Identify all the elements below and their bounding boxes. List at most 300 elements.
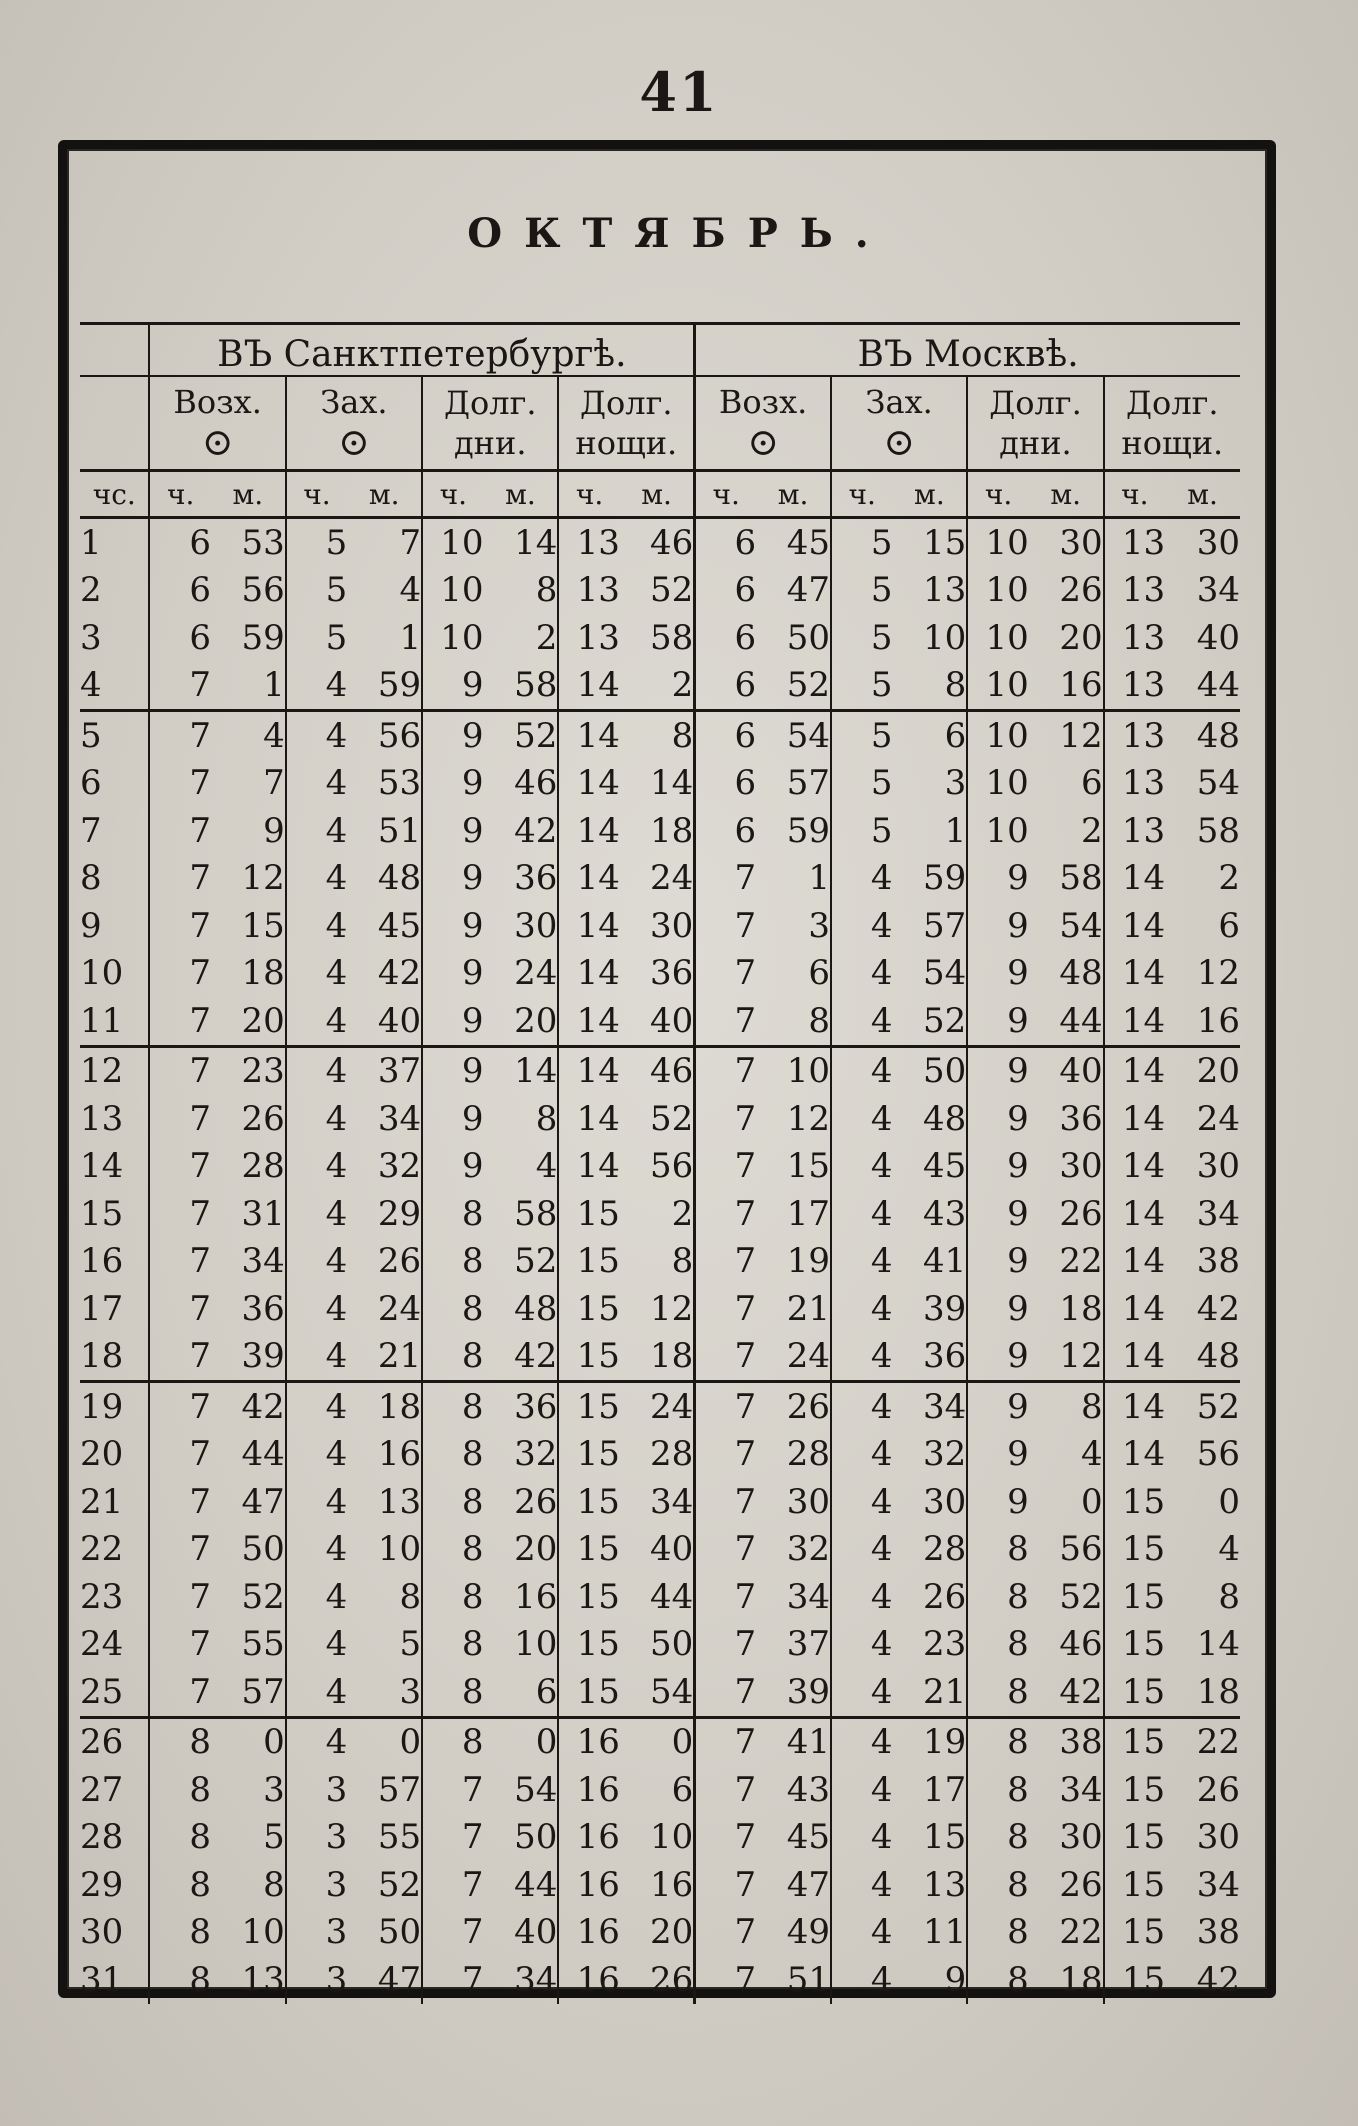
col-rise-label: Возх. [718, 383, 808, 421]
msk-rise-hours: 7 [695, 997, 756, 1046]
table-row [80, 1143, 1240, 1191]
day-number: 9 [80, 905, 102, 946]
spb-nightlen-minutes: 46 [649, 522, 694, 563]
msk-set-hours: 4 [831, 1717, 892, 1766]
spb-set-minutes: 40 [377, 1000, 422, 1041]
msk-nightlen-minutes: 26 [1196, 1769, 1240, 1810]
msk-nightlen-hours: 15 [1104, 1668, 1165, 1717]
unit-m: м. [620, 471, 695, 518]
day-number: 15 [80, 1193, 124, 1234]
msk-nightlen-hours: 15 [1104, 1717, 1165, 1766]
table-row [80, 950, 1240, 998]
msk-set-hours: 4 [831, 1766, 892, 1814]
spb-rise-minutes: 53 [241, 522, 285, 563]
spb-set-hours: 3 [286, 1766, 347, 1814]
msk-nightlen-minutes: 18 [1196, 1671, 1240, 1712]
msk-nightlen-hours: 14 [1104, 1143, 1165, 1191]
spb-daylen-hours: 9 [422, 662, 483, 711]
msk-set-hours: 4 [831, 1143, 892, 1191]
spb-rise-hours: 8 [149, 1956, 210, 2004]
msk-daylen-hours: 10 [967, 807, 1028, 855]
msk-set-minutes: 48 [923, 1098, 967, 1139]
msk-daylen-minutes: 38 [1029, 1717, 1104, 1766]
spb-nightlen-hours: 16 [558, 1861, 619, 1909]
msk-nightlen-hours: 14 [1104, 1431, 1165, 1479]
spb-nightlen-hours: 13 [558, 518, 619, 567]
spb-nightlen-hours: 14 [558, 1143, 619, 1191]
sun-table [80, 322, 1240, 2004]
city-header-msk: ВЪ Москвѣ. [695, 324, 1240, 377]
spb-set-minutes: 42 [377, 953, 422, 994]
spb-set-minutes: 8 [399, 1576, 422, 1617]
spb-daylen-minutes: 50 [514, 1817, 558, 1858]
spb-daylen-minutes: 24 [514, 953, 558, 994]
spb-set-hours: 4 [286, 902, 347, 950]
msk-nightlen-hours: 14 [1104, 1095, 1165, 1143]
spb-nightlen-minutes: 34 [649, 1481, 694, 1522]
spb-daylen-minutes: 6 [535, 1671, 558, 1712]
spb-daylen-minutes: 34 [514, 1959, 558, 2000]
msk-set-hours: 5 [831, 518, 892, 567]
spb-set-minutes: 10 [377, 1529, 422, 1570]
spb-set-hours: 4 [286, 1095, 347, 1143]
msk-nightlen-minutes: 34 [1196, 570, 1240, 611]
msk-rise-minutes: 32 [786, 1529, 831, 1570]
msk-set-hours: 4 [831, 1814, 892, 1862]
col-daylen-msk [967, 376, 1103, 471]
msk-set-hours: 5 [831, 614, 892, 662]
spb-nightlen-minutes: 40 [649, 1529, 694, 1570]
msk-daylen-minutes: 18 [1059, 1959, 1103, 2000]
msk-nightlen-minutes: 48 [1165, 711, 1240, 760]
spb-daylen-hours: 9 [422, 760, 483, 808]
spb-rise-hours: 7 [149, 1573, 210, 1621]
msk-set-minutes: 13 [923, 570, 967, 611]
msk-nightlen-minutes: 4 [1218, 1529, 1240, 1570]
spb-rise-minutes: 31 [241, 1193, 285, 1234]
spb-rise-minutes: 39 [241, 1336, 285, 1377]
spb-rise-minutes: 56 [241, 570, 285, 611]
spb-daylen-hours: 8 [422, 1285, 483, 1333]
msk-daylen-hours: 9 [967, 950, 1028, 998]
spb-daylen-minutes: 36 [514, 858, 558, 899]
msk-nightlen-minutes: 52 [1165, 1382, 1240, 1431]
msk-nightlen-hours: 15 [1104, 1956, 1165, 2004]
table-row [80, 662, 1240, 711]
msk-nightlen-minutes: 56 [1196, 1434, 1240, 1475]
msk-set-minutes: 30 [923, 1481, 967, 1522]
spb-set-minutes: 16 [377, 1434, 422, 1475]
day-number: 27 [80, 1769, 124, 1810]
msk-set-minutes: 15 [923, 522, 967, 563]
spb-set-minutes: 32 [377, 1146, 422, 1187]
spb-nightlen-minutes: 36 [649, 953, 694, 994]
day-number: 30 [80, 1912, 124, 1953]
spb-nightlen-minutes: 58 [649, 617, 694, 658]
msk-nightlen-minutes: 38 [1196, 1912, 1240, 1953]
msk-set-minutes: 15 [923, 1817, 967, 1858]
msk-set-minutes: 19 [892, 1717, 967, 1766]
msk-set-hours: 4 [831, 1621, 892, 1669]
msk-rise-hours: 7 [695, 1285, 756, 1333]
spb-rise-hours: 8 [149, 1814, 210, 1862]
msk-daylen-hours: 10 [967, 518, 1028, 567]
spb-rise-hours: 8 [149, 1766, 210, 1814]
msk-nightlen-minutes: 20 [1165, 1046, 1240, 1095]
spb-rise-minutes: 13 [241, 1959, 285, 2000]
spb-nightlen-minutes: 28 [649, 1434, 694, 1475]
msk-rise-hours: 7 [695, 1382, 756, 1431]
spb-set-minutes: 3 [399, 1671, 422, 1712]
col-rise-spb [149, 376, 285, 471]
table-row [80, 1814, 1240, 1862]
msk-daylen-hours: 8 [967, 1526, 1028, 1574]
spb-daylen-minutes: 48 [514, 1288, 558, 1329]
spb-rise-minutes: 10 [241, 1912, 285, 1953]
msk-daylen-minutes: 16 [1059, 665, 1103, 706]
spb-nightlen-minutes: 2 [671, 665, 694, 706]
msk-daylen-hours: 10 [967, 711, 1028, 760]
spb-daylen-hours: 9 [422, 1046, 483, 1095]
spb-nightlen-minutes: 24 [620, 1382, 695, 1431]
msk-set-hours: 4 [831, 1956, 892, 2004]
col-set-label: Зах. [865, 383, 933, 421]
spb-nightlen-hours: 15 [558, 1478, 619, 1526]
spb-nightlen-minutes: 10 [649, 1817, 694, 1858]
msk-daylen-hours: 8 [967, 1621, 1028, 1669]
msk-daylen-minutes: 20 [1059, 617, 1103, 658]
msk-rise-hours: 7 [695, 1431, 756, 1479]
spb-set-hours: 4 [286, 1717, 347, 1766]
msk-nightlen-minutes: 48 [1196, 1336, 1240, 1377]
msk-rise-hours: 6 [695, 760, 756, 808]
spb-rise-hours: 7 [149, 1621, 210, 1669]
spb-rise-hours: 7 [149, 1046, 210, 1095]
msk-nightlen-minutes: 30 [1196, 522, 1240, 563]
msk-daylen-minutes: 30 [1059, 522, 1103, 563]
msk-rise-hours: 7 [695, 950, 756, 998]
day-number: 8 [80, 858, 102, 899]
msk-nightlen-hours: 14 [1104, 950, 1165, 998]
day-number: 4 [80, 665, 102, 706]
msk-set-minutes: 3 [944, 763, 967, 804]
msk-rise-hours: 7 [695, 1143, 756, 1191]
spb-set-hours: 3 [286, 1861, 347, 1909]
msk-set-minutes: 43 [923, 1193, 967, 1234]
msk-set-hours: 4 [831, 1861, 892, 1909]
msk-daylen-minutes: 2 [1080, 810, 1103, 851]
msk-rise-minutes: 52 [786, 665, 831, 706]
day-number: 26 [80, 1717, 149, 1766]
table-row [80, 1285, 1240, 1333]
msk-daylen-hours: 8 [967, 1814, 1028, 1862]
msk-nightlen-hours: 15 [1104, 1573, 1165, 1621]
msk-nightlen-hours: 15 [1104, 1766, 1165, 1814]
spb-rise-minutes: 9 [263, 810, 285, 851]
msk-daylen-minutes: 30 [1059, 1817, 1103, 1858]
spb-rise-hours: 7 [149, 1526, 210, 1574]
msk-set-hours: 4 [831, 1526, 892, 1574]
msk-daylen-minutes: 12 [1029, 711, 1104, 760]
msk-daylen-minutes: 46 [1059, 1624, 1103, 1665]
spb-nightlen-hours: 14 [558, 760, 619, 808]
msk-rise-hours: 6 [695, 567, 756, 615]
spb-daylen-minutes: 14 [484, 1046, 559, 1095]
spb-daylen-minutes: 42 [514, 1336, 558, 1377]
spb-set-hours: 4 [286, 662, 347, 711]
spb-daylen-hours: 10 [422, 614, 483, 662]
spb-set-hours: 5 [286, 567, 347, 615]
msk-daylen-minutes: 58 [1059, 858, 1103, 899]
msk-set-minutes: 11 [923, 1912, 967, 1953]
spb-rise-hours: 7 [149, 997, 210, 1046]
spb-nightlen-minutes: 2 [671, 1193, 694, 1234]
table-row [80, 1909, 1240, 1957]
msk-nightlen-minutes: 40 [1196, 617, 1240, 658]
spb-set-minutes: 0 [347, 1717, 422, 1766]
spb-daylen-minutes: 44 [514, 1864, 558, 1905]
col-set-msk [831, 376, 967, 471]
msk-nightlen-hours: 15 [1104, 1621, 1165, 1669]
msk-rise-minutes: 39 [786, 1671, 831, 1712]
sun-icon: ⊙ [338, 420, 370, 464]
unit-m: м. [1165, 471, 1240, 518]
table-row [80, 1668, 1240, 1717]
spb-rise-minutes: 3 [263, 1769, 285, 1810]
msk-nightlen-minutes: 12 [1196, 953, 1240, 994]
spb-set-minutes: 57 [377, 1769, 422, 1810]
msk-nightlen-minutes: 0 [1218, 1481, 1240, 1522]
msk-rise-minutes: 51 [786, 1959, 831, 2000]
table-row [80, 1956, 1240, 2004]
msk-daylen-hours: 9 [967, 1333, 1028, 1382]
msk-nightlen-hours: 14 [1104, 902, 1165, 950]
msk-rise-hours: 7 [695, 1190, 756, 1238]
msk-nightlen-minutes: 54 [1196, 763, 1240, 804]
msk-rise-hours: 6 [695, 807, 756, 855]
spb-set-hours: 4 [286, 1143, 347, 1191]
msk-nightlen-hours: 13 [1104, 662, 1165, 711]
spb-daylen-minutes: 32 [514, 1434, 558, 1475]
msk-daylen-minutes: 0 [1080, 1481, 1103, 1522]
msk-rise-hours: 7 [695, 1095, 756, 1143]
spb-nightlen-minutes: 56 [649, 1146, 694, 1187]
spb-rise-minutes: 47 [241, 1481, 285, 1522]
msk-daylen-hours: 9 [967, 1478, 1028, 1526]
msk-nightlen-hours: 13 [1104, 518, 1165, 567]
msk-rise-hours: 7 [695, 1861, 756, 1909]
msk-rise-minutes: 17 [786, 1193, 831, 1234]
table-row [80, 902, 1240, 950]
spb-rise-hours: 6 [149, 518, 210, 567]
spb-set-minutes: 37 [347, 1046, 422, 1095]
spb-rise-hours: 7 [149, 1095, 210, 1143]
col-daylen-label-2: дни. [999, 424, 1072, 462]
day-number: 11 [80, 1000, 124, 1041]
msk-rise-minutes: 47 [786, 570, 831, 611]
day-number: 6 [80, 763, 102, 804]
msk-nightlen-hours: 14 [1104, 1382, 1165, 1431]
day-number: 14 [80, 1146, 124, 1187]
day-number: 23 [80, 1576, 124, 1617]
msk-nightlen-hours: 15 [1104, 1478, 1165, 1526]
spb-daylen-hours: 8 [422, 1382, 483, 1431]
spb-daylen-minutes: 0 [484, 1717, 559, 1766]
spb-set-minutes: 51 [377, 810, 422, 851]
msk-daylen-minutes: 40 [1029, 1046, 1104, 1095]
msk-rise-hours: 7 [695, 1478, 756, 1526]
spb-set-minutes: 48 [377, 858, 422, 899]
msk-nightlen-hours: 13 [1104, 807, 1165, 855]
sun-icon: ⊙ [883, 420, 916, 464]
spb-set-minutes: 24 [377, 1288, 422, 1329]
spb-set-minutes: 18 [347, 1382, 422, 1431]
msk-nightlen-hours: 14 [1104, 855, 1165, 903]
msk-set-hours: 4 [831, 1285, 892, 1333]
spb-rise-minutes: 42 [211, 1382, 286, 1431]
spb-daylen-hours: 8 [422, 1190, 483, 1238]
msk-daylen-hours: 9 [967, 855, 1028, 903]
table-row [80, 1190, 1240, 1238]
msk-set-minutes: 1 [944, 810, 967, 851]
msk-set-hours: 4 [831, 1238, 892, 1286]
spb-nightlen-minutes: 26 [649, 1959, 694, 2000]
spb-rise-minutes: 44 [241, 1434, 285, 1475]
spb-daylen-minutes: 10 [514, 1624, 558, 1665]
spb-rise-hours: 7 [149, 950, 210, 998]
msk-daylen-hours: 9 [967, 1285, 1028, 1333]
spb-nightlen-minutes: 52 [649, 570, 694, 611]
spb-nightlen-minutes: 46 [620, 1046, 695, 1095]
msk-rise-minutes: 41 [756, 1717, 831, 1766]
spb-nightlen-hours: 13 [558, 567, 619, 615]
spb-set-hours: 4 [286, 1478, 347, 1526]
msk-nightlen-minutes: 38 [1196, 1241, 1240, 1282]
spb-rise-minutes: 50 [241, 1529, 285, 1570]
spb-daylen-minutes: 46 [514, 763, 558, 804]
msk-rise-minutes: 21 [786, 1288, 831, 1329]
spb-rise-minutes: 28 [241, 1146, 285, 1187]
spb-set-minutes: 1 [399, 617, 422, 658]
msk-daylen-hours: 8 [967, 1573, 1028, 1621]
spb-daylen-hours: 8 [422, 1717, 483, 1766]
msk-nightlen-minutes: 42 [1196, 1959, 1240, 2000]
msk-rise-hours: 7 [695, 1956, 756, 2004]
spb-nightlen-minutes: 0 [620, 1717, 695, 1766]
msk-daylen-hours: 8 [967, 1956, 1028, 2004]
spb-nightlen-minutes: 14 [649, 763, 694, 804]
msk-set-minutes: 39 [923, 1288, 967, 1329]
spb-set-minutes: 4 [399, 570, 422, 611]
msk-set-hours: 4 [831, 1190, 892, 1238]
msk-daylen-hours: 10 [967, 760, 1028, 808]
unit-h: ч. [831, 471, 892, 518]
msk-daylen-minutes: 54 [1059, 905, 1103, 946]
spb-nightlen-minutes: 52 [649, 1098, 694, 1139]
msk-daylen-hours: 8 [967, 1861, 1028, 1909]
spb-rise-hours: 7 [149, 1238, 210, 1286]
day-number: 10 [80, 953, 124, 994]
spb-set-hours: 4 [286, 1431, 347, 1479]
table-row [80, 518, 1240, 567]
spb-daylen-minutes: 42 [514, 810, 558, 851]
spb-nightlen-minutes: 8 [620, 711, 695, 760]
col-nightlen-label-2: нощи. [575, 424, 678, 462]
spb-set-hours: 4 [286, 760, 347, 808]
msk-daylen-hours: 8 [967, 1717, 1028, 1766]
msk-daylen-minutes: 36 [1059, 1098, 1103, 1139]
msk-set-hours: 5 [831, 711, 892, 760]
day-number: 28 [80, 1817, 124, 1858]
msk-daylen-hours: 9 [967, 902, 1028, 950]
msk-nightlen-minutes: 16 [1196, 1000, 1240, 1041]
msk-nightlen-hours: 14 [1104, 1190, 1165, 1238]
msk-nightlen-minutes: 42 [1196, 1288, 1240, 1329]
spb-daylen-minutes: 16 [514, 1576, 558, 1617]
msk-set-hours: 4 [831, 950, 892, 998]
spb-daylen-hours: 8 [422, 1668, 483, 1717]
spb-rise-hours: 7 [149, 1333, 210, 1382]
spb-daylen-hours: 8 [422, 1333, 483, 1382]
col-set-label: Зах. [320, 383, 388, 421]
unit-h: ч. [967, 471, 1028, 518]
msk-rise-minutes: 45 [786, 522, 831, 563]
spb-daylen-hours: 9 [422, 855, 483, 903]
col-set-spb [286, 376, 422, 471]
spb-nightlen-hours: 15 [558, 1526, 619, 1574]
spb-set-hours: 4 [286, 1526, 347, 1574]
msk-rise-hours: 7 [695, 1717, 756, 1766]
spb-rise-hours: 7 [149, 807, 210, 855]
msk-rise-hours: 6 [695, 518, 756, 567]
msk-nightlen-hours: 13 [1104, 567, 1165, 615]
spb-daylen-hours: 9 [422, 997, 483, 1046]
spb-rise-hours: 7 [149, 855, 210, 903]
msk-rise-minutes: 47 [786, 1864, 831, 1905]
col-nightlen-label-1: Долг. [580, 384, 673, 422]
unit-day: чс. [80, 471, 149, 518]
day-number: 25 [80, 1671, 124, 1712]
msk-rise-minutes: 45 [786, 1817, 831, 1858]
spb-set-hours: 3 [286, 1956, 347, 2004]
table-row [80, 1526, 1240, 1574]
spb-rise-hours: 7 [149, 1431, 210, 1479]
msk-rise-minutes: 15 [786, 1146, 831, 1187]
msk-rise-hours: 7 [695, 1814, 756, 1862]
spb-daylen-minutes: 54 [514, 1769, 558, 1810]
spb-nightlen-minutes: 24 [649, 858, 694, 899]
msk-nightlen-minutes: 58 [1196, 810, 1240, 851]
spb-set-minutes: 47 [377, 1959, 422, 2000]
table-row [80, 1478, 1240, 1526]
col-nightlen-label-1: Долг. [1126, 384, 1219, 422]
msk-set-minutes: 8 [944, 665, 967, 706]
spb-rise-hours: 7 [149, 1478, 210, 1526]
msk-daylen-minutes: 12 [1059, 1336, 1103, 1377]
msk-rise-hours: 7 [695, 1766, 756, 1814]
day-number: 5 [80, 711, 149, 760]
spb-nightlen-hours: 15 [558, 1668, 619, 1717]
msk-nightlen-hours: 15 [1104, 1909, 1165, 1957]
msk-set-hours: 5 [831, 567, 892, 615]
msk-daylen-minutes: 26 [1059, 1864, 1103, 1905]
spb-rise-hours: 7 [149, 662, 210, 711]
spb-set-minutes: 59 [377, 665, 422, 706]
spb-rise-hours: 7 [149, 1668, 210, 1717]
spb-set-minutes: 29 [377, 1193, 422, 1234]
spb-nightlen-hours: 14 [558, 711, 619, 760]
col-rise-label: Возх. [173, 383, 262, 421]
